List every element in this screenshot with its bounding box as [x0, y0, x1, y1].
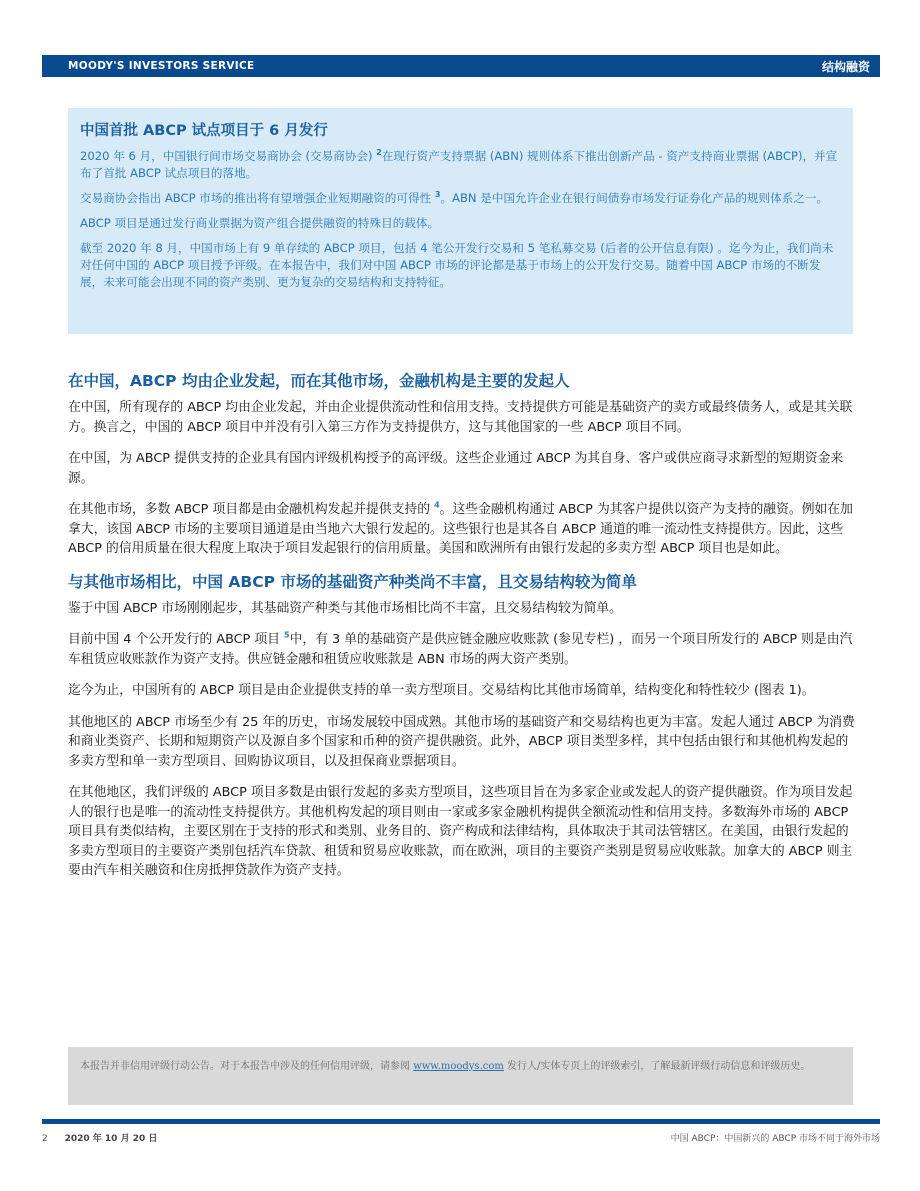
footnote-ref[interactable]: 3	[434, 190, 441, 200]
body-paragraph: 在中国，为 ABCP 提供支持的企业具有国内评级机构授予的高评级。这些企业通过 ABCP 为其自身、客户或供应商寻求新型的短期资金来源。	[68, 451, 844, 486]
footer-rule	[42, 1119, 880, 1124]
footnote-ref[interactable]: 4	[434, 500, 440, 510]
text: 。这些金融机构通过 ABCP 为其客户提供以资产为支持的融资。例如在加拿大，该国 ABCP 市场的主要项目通道是由当地六大银行发起的。这些银行也是其各自 ABCP 通道的唯一流动性支持提供方。因此，这些 ABCP 的信用质量在很大程度上取决于项目发起银行的信用质量。美国和欧洲所有由银行发起的多卖方型 ABCP 项目也是如此。	[68, 502, 853, 556]
sidebox-paragraph	[80, 148, 841, 182]
section-heading: 与其他市场相比，中国 ABCP 市场的基础资产种类尚不丰富，且交易结构较为简单	[68, 572, 637, 591]
section-heading: 在中国，ABCP 均由企业发起，而在其他市场，金融机构是主要的发起人	[68, 372, 570, 390]
moodys-link[interactable]: www.moodys.com	[413, 1061, 504, 1072]
body-paragraph	[68, 630, 856, 669]
brand-name: MOODY'S INVESTORS SERVICE	[68, 60, 255, 72]
sidebox-paragraph	[80, 190, 841, 207]
disclaimer-text: 本报告并非信用评级行动公告。对于本报告中涉及的任何信用评级，请参阅	[80, 1061, 414, 1072]
text: 交易商协会指出 ABCP 市场的推出将有望增强企业短期融资的可得性	[80, 191, 435, 205]
sidebox-paragraph: 截至 2020 年 8 月，中国市场上有 9 单存续的 ABCP 项目，包括 4 笔公开发行交易和 5 笔私募交易 (后者的公开信息有限) 。迄今为止，我们尚未对任何中国的 ABCP 项目授予评级。在本报告中，我们对中国 ABCP 市场的评论都是基于市场上的公开发行交易。随着中国 ABCP 市场的不断发展，未来可能会出现不同的资产类别、更为复杂的交易结构和支持特征。	[80, 241, 834, 289]
text: 中，有 3 单的基础资产是供应链金融应收账款 (参见专栏) ，而另一个项目所发行的 ABCP 则是由汽车租赁应收账款作为资产支持。供应链金融和租赁应收账款是 ABN 市场的两大资产类别。	[68, 632, 853, 667]
section-label: 结构融资	[821, 59, 870, 74]
sidebox-paragraph: ABCP 项目是通过发行商业票据为资产组合提供融资的特殊目的载体。	[80, 216, 440, 230]
body-paragraph: 迄今为止，中国所有的 ABCP 项目是由企业提供支持的单一卖方型项目。交易结构比其他市场简单，结构变化和特性较少 (图表 1)。	[68, 683, 815, 698]
main-content	[68, 370, 856, 893]
footer-left	[42, 1131, 171, 1144]
disclaimer-text: 发行人/实体专页上的评级索引，了解最新评级行动信息和评级历史。	[503, 1061, 811, 1072]
disclaimer-box	[68, 1047, 853, 1105]
text: 目前中国 4 个公开发行的 ABCP 项目	[68, 632, 285, 647]
page-footer	[42, 1131, 880, 1144]
body-paragraph: 在中国，所有现存的 ABCP 均由企业发起，并由企业提供流动性和信用支持。支持提供方可能是基础资产的卖方或最终债务人，或是其关联方。换言之，中国的 ABCP 项目中并没有引入第三方作为支持提供方，这与其他国家的一些 ABCP 项目不同。	[68, 400, 853, 435]
body-paragraph: 其他地区的 ABCP 市场至少有 25 年的历史，市场发展较中国成熟。其他市场的基础资产和交易结构也更为丰富。发起人通过 ABCP 为消费和商业类资产、长期和短期资产以及源自多个国家和币种的资产提供融资。此外，ABCP 项目类型多样，其中包括由银行和其他机构发起的多卖方型和单一卖方型项目、回购协议项目，以及担保商业票据项目。	[68, 714, 855, 769]
footnote-ref[interactable]: 5	[284, 630, 290, 640]
sidebox-title: 中国首批 ABCP 试点项目于 6 月发行	[80, 123, 328, 139]
footnote-ref[interactable]: 2	[376, 148, 382, 158]
body-paragraph: 鉴于中国 ABCP 市场刚刚起步，其基础资产种类与其他市场相比尚不丰富，且交易结构较为简单。	[68, 600, 622, 616]
report-date: 2020 年 10 月 20 日	[64, 1134, 158, 1144]
report-title: 中国 ABCP：中国新兴的 ABCP 市场不同于海外市场	[670, 1134, 880, 1144]
sidebar-box	[68, 108, 853, 334]
text: 。ABN 是中国允许企业在银行间债券市场发行证券化产品的规则体系之一。	[440, 191, 829, 205]
body-paragraph: 在其他地区，我们评级的 ABCP 项目多数是由银行发起的多卖方型项目，这些项目旨在为多家企业或发起人的资产提供融资。作为项目发起人的银行也是唯一的流动性支持提供方。其他机构发起的项目则由一家或多家金融机构提供全额流动性和信用支持。多数海外市场的 ABCP 项目具有类似结构，主要区别在于支持的形式和类别、业务目的、资产构成和法律结构，具体取决于其司法管辖区。在美国，由银行发起的多卖方型项目的主要资产类别包括汽车贷款、租赁和贸易应收账款，而在欧洲，项目的主要资产类别是贸易应收账款。加拿大的 ABCP 则主要由汽车相关融资和住房抵押贷款作为资产支持。	[68, 785, 853, 878]
text: 在现行资产支持票据 (ABN) 规则体系下推出创新产品 - 资产支持商业票据 (ABCP)，并宣布了首批 ABCP 试点项目的落地。	[80, 149, 838, 180]
body-paragraph	[68, 500, 856, 559]
page-number: 2	[42, 1134, 48, 1144]
text: 2020 年 6 月，中国银行间市场交易商协会 (交易商协会)	[80, 149, 377, 163]
text: 在其他市场，多数 ABCP 项目都是由金融机构发起并提供支持的	[68, 502, 435, 517]
header-bar	[42, 55, 880, 77]
